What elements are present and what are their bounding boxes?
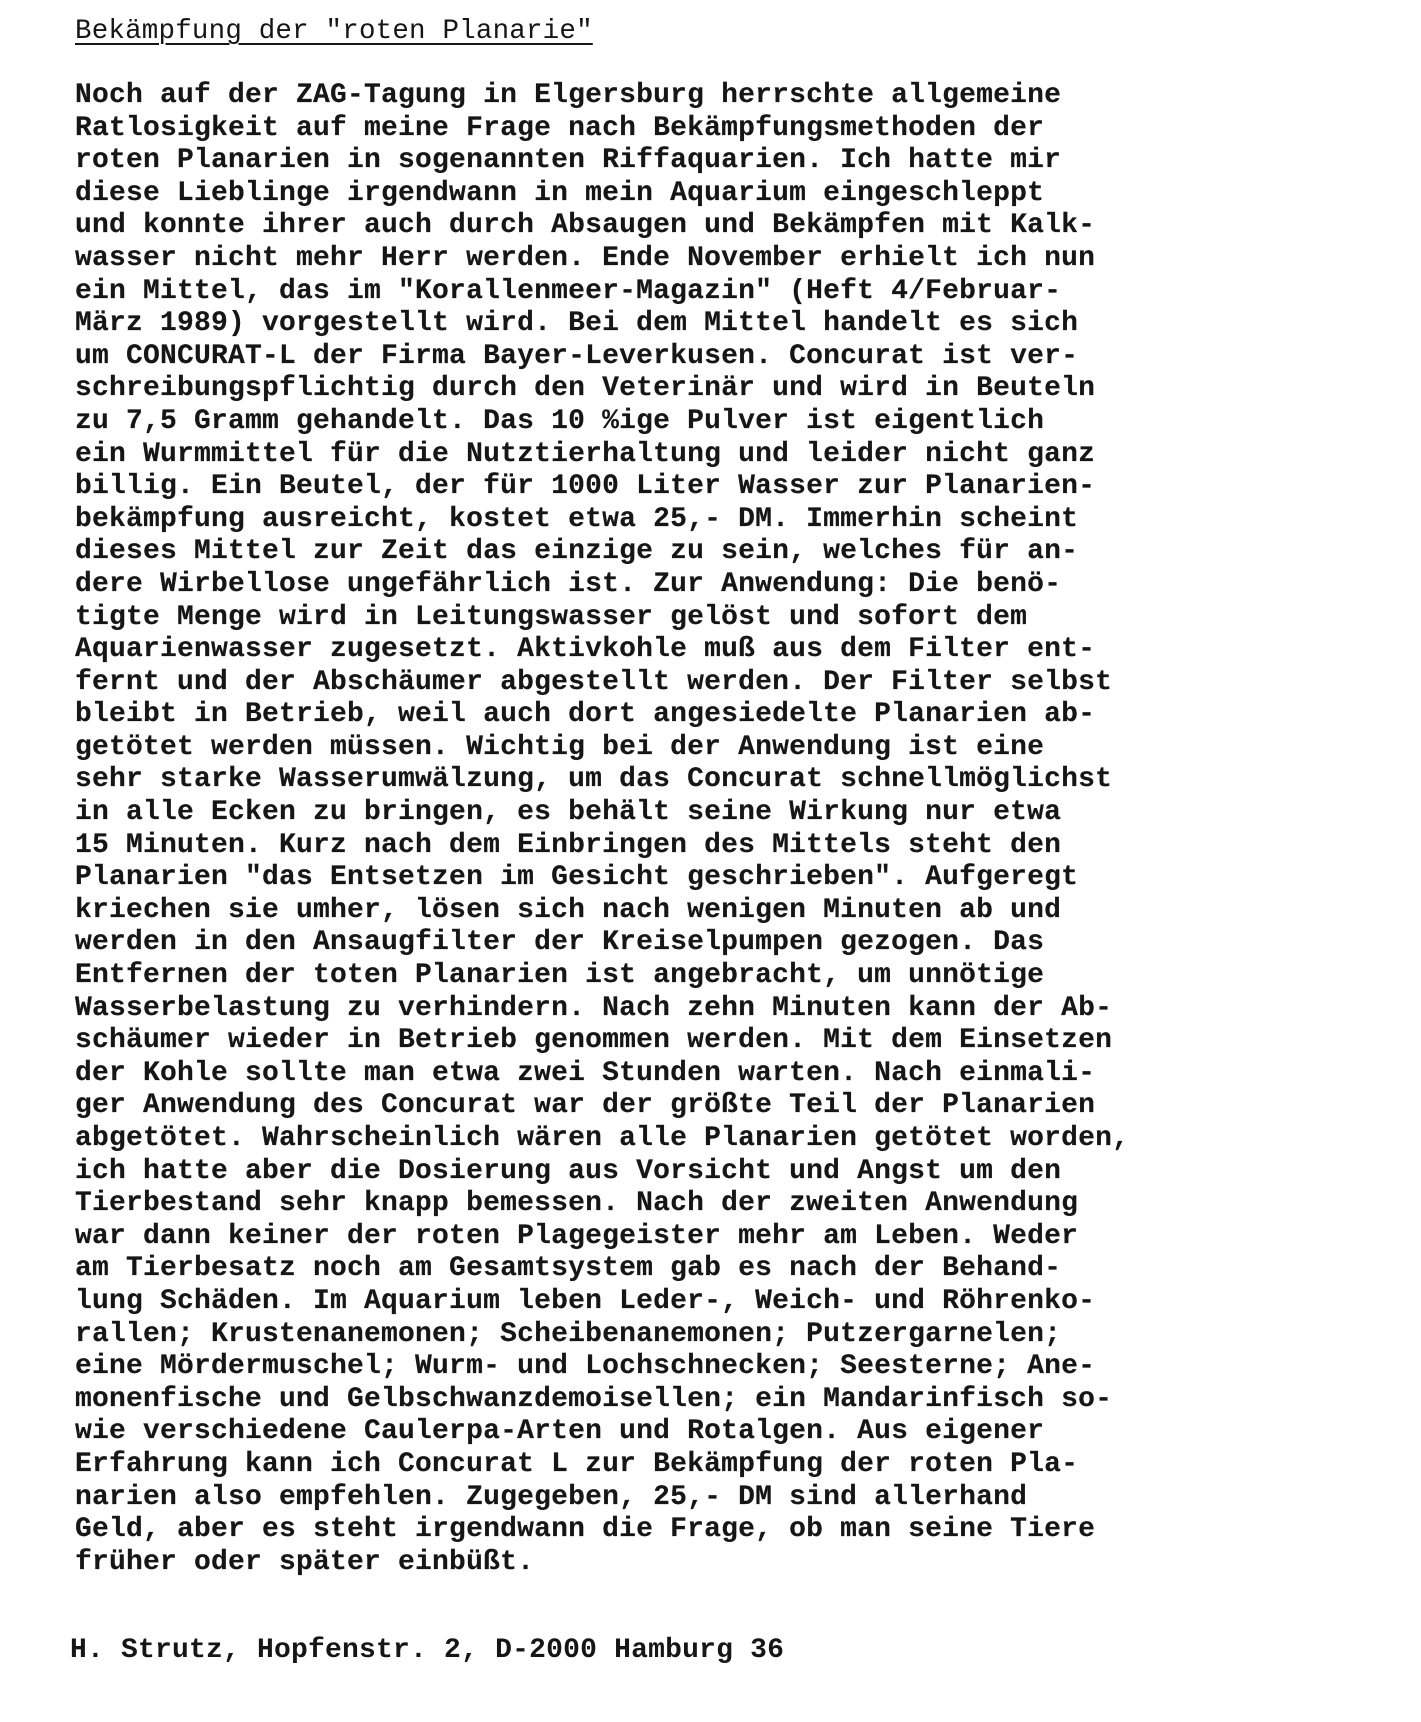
body-line: früher oder später einbüßt. <box>75 1546 535 1578</box>
body-line: billig. Ein Beutel, der für 1000 Liter Wasser zur Planarien- <box>75 471 1096 503</box>
body-line: ein Wurmmittel für die Nutztierhaltung und leider nicht ganz <box>75 438 1096 470</box>
body-line: diese Lieblinge irgendwann in mein Aquarium eingeschleppt <box>75 177 1045 209</box>
body-line: narien also empfehlen. Zugegeben, 25,- DM sind allerhand <box>75 1481 1028 1513</box>
body-line: rallen; Krustenanemonen; Scheibenanemonen; Putzergarnelen; <box>75 1318 1062 1350</box>
body-line: am Tierbesatz noch am Gesamtsystem gab es nach der Behand- <box>75 1253 1062 1285</box>
body-line: März 1989) vorgestellt wird. Bei dem Mittel handelt es sich <box>75 308 1079 340</box>
body-line: bekämpfung ausreicht, kostet etwa 25,- DM. Immerhin scheint <box>75 503 1079 535</box>
body-line: getötet werden müssen. Wichtig bei der Anwendung ist eine <box>75 731 1045 763</box>
body-line: dere Wirbellose ungefährlich ist. Zur Anwendung: Die benö- <box>75 568 1062 600</box>
body-line: Geld, aber es steht irgendwann die Frage, ob man seine Tiere <box>75 1514 1096 1546</box>
body-line: ich hatte aber die Dosierung aus Vorsicht und Angst um den <box>75 1155 1062 1187</box>
body-line: 15 Minuten. Kurz nach dem Einbringen des Mittels steht den <box>75 829 1062 861</box>
body-line: Ratlosigkeit auf meine Frage nach Bekämpfungsmethoden der <box>75 112 1045 144</box>
body-line: tigte Menge wird in Leitungswasser gelöst und sofort dem <box>75 601 1028 633</box>
body-line: ger Anwendung des Concurat war der größte Teil der Planarien <box>75 1090 1096 1122</box>
body-line: wie verschiedene Caulerpa-Arten und Rotalgen. Aus eigener <box>75 1416 1045 1448</box>
body-line: roten Planarien in sogenannten Riffaquarien. Ich hatte mir <box>75 145 1062 177</box>
body-line: kriechen sie umher, lösen sich nach wenigen Minuten ab und <box>75 894 1062 926</box>
body-line: monenfische und Gelbschwanzdemoisellen; ein Mandarinfisch so- <box>75 1383 1113 1415</box>
author-signature: H. Strutz, Hopfenstr. 2, D-2000 Hamburg 36 <box>70 1635 785 1666</box>
body-line: Wasserbelastung zu verhindern. Nach zehn Minuten kann der Ab- <box>75 992 1113 1024</box>
body-line: war dann keiner der roten Plagegeister mehr am Leben. Weder <box>75 1220 1079 1252</box>
body-line: zu 7,5 Gramm gehandelt. Das 10 %ige Pulver ist eigentlich <box>75 405 1045 437</box>
body-line: und konnte ihrer auch durch Absaugen und Bekämpfen mit Kalk- <box>75 210 1096 242</box>
body-line: wasser nicht mehr Herr werden. Ende November erhielt ich nun <box>75 242 1096 274</box>
article-body <box>75 80 1415 1579</box>
body-line: abgetötet. Wahrscheinlich wären alle Planarien getötet worden, <box>75 1123 1130 1154</box>
body-line: fernt und der Abschäumer abgestellt werden. Der Filter selbst <box>75 666 1113 698</box>
body-line: Noch auf der ZAG-Tagung in Elgersburg herrschte allgemeine <box>75 80 1062 111</box>
body-line: dieses Mittel zur Zeit das einzige zu sein, welches für an- <box>75 536 1079 568</box>
body-line: der Kohle sollte man etwa zwei Stunden warten. Nach einmali- <box>75 1057 1096 1089</box>
body-line: in alle Ecken zu bringen, es behält seine Wirkung nur etwa <box>75 797 1062 829</box>
body-line: ein Mittel, das im "Korallenmeer-Magazin" (Heft 4/Februar- <box>75 275 1062 307</box>
body-line: Entfernen der toten Planarien ist angebracht, um unnötige <box>75 960 1045 992</box>
body-line: schäumer wieder in Betrieb genommen werden. Mit dem Einsetzen <box>75 1025 1113 1057</box>
body-line: Tierbestand sehr knapp bemessen. Nach der zweiten Anwendung <box>75 1188 1079 1220</box>
body-line: lung Schäden. Im Aquarium leben Leder-, Weich- und Röhrenko- <box>75 1285 1096 1317</box>
body-line: Aquarienwasser zugesetzt. Aktivkohle muß aus dem Filter ent- <box>75 634 1096 666</box>
body-line: bleibt in Betrieb, weil auch dort angesiedelte Planarien ab- <box>75 699 1096 731</box>
body-line: sehr starke Wasserumwälzung, um das Concurat schnellmöglichst <box>75 764 1113 796</box>
body-line: Erfahrung kann ich Concurat L zur Bekämpfung der roten Pla- <box>75 1448 1079 1480</box>
body-line: um CONCURAT-L der Firma Bayer-Leverkusen. Concurat ist ver- <box>75 340 1079 372</box>
body-line: schreibungspflichtig durch den Veterinär und wird in Beuteln <box>75 373 1096 405</box>
article-title: Bekämpfung der "roten Planarie" <box>75 16 593 47</box>
body-line: werden in den Ansaugfilter der Kreiselpumpen gezogen. Das <box>75 927 1045 959</box>
body-line: eine Mördermuschel; Wurm- und Lochschnecken; Seesterne; Ane- <box>75 1351 1096 1383</box>
body-line: Planarien "das Entsetzen im Gesicht geschrieben". Aufgeregt <box>75 862 1079 894</box>
